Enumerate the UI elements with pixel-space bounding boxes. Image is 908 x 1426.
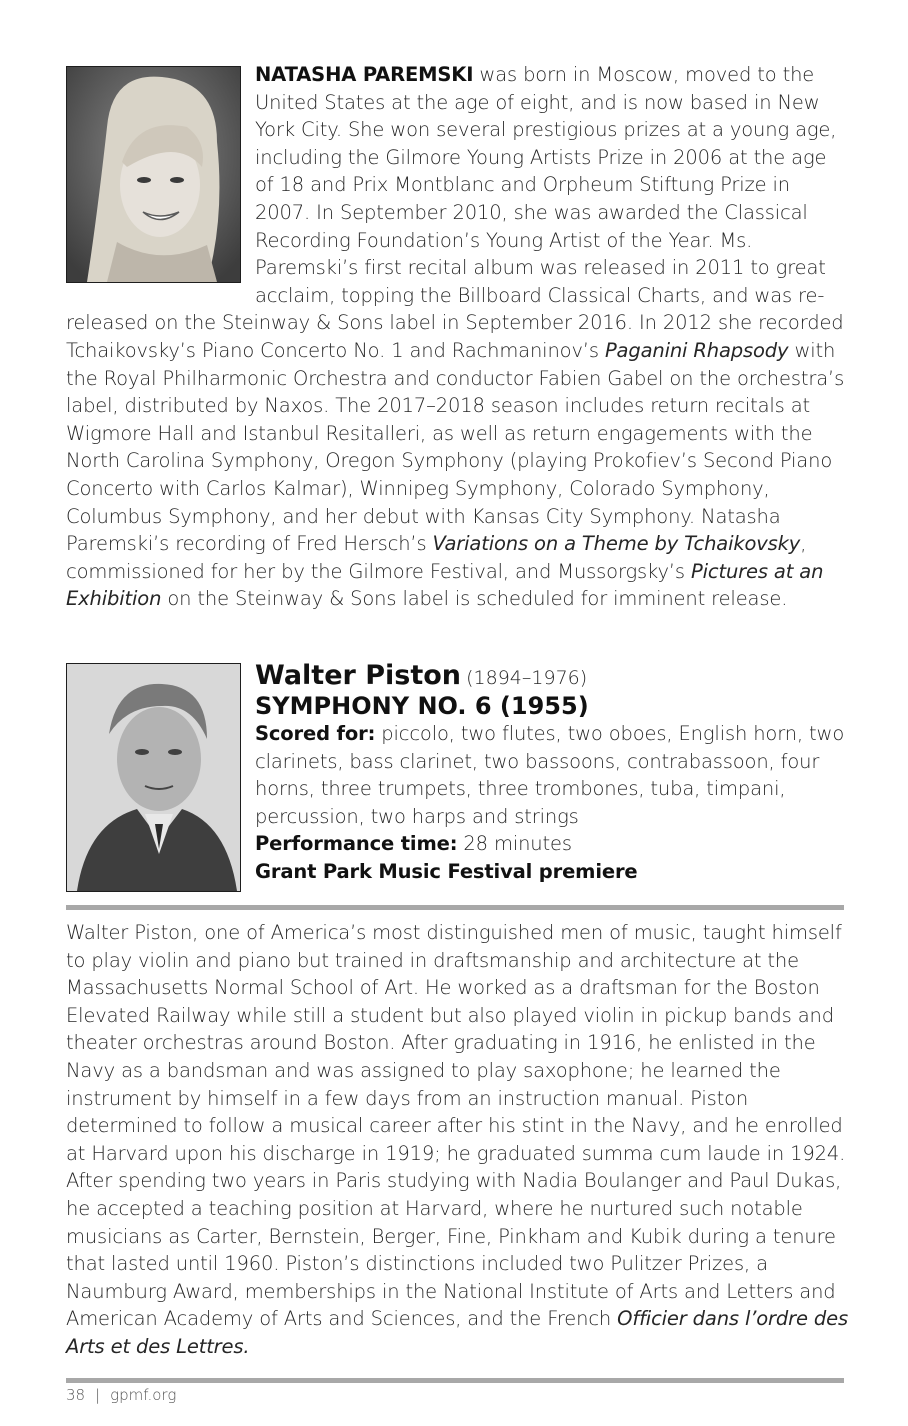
artist-name: NATASHA PAREMSKI <box>255 63 474 86</box>
scoring-label: Scored for: <box>255 722 376 745</box>
artist-bio-text-1: was born in Moscow, moved to the United States at the age of eight, and is now based in New York City. She won several prestigious prizes at a young age, including the Gilmore Young Artists Prize in 2006 at the age of 18 and Prix Montblanc and Orpheum Stiftung Prize in 2007. In September 2010, she was awarded the Classical Recording Foundation’s Young Artist of the Year. Ms. Paremski’s first recital album was released in 2011 to great acclaim, topping the Billboard Classical Charts, and was re-released on the Steinway & Sons label in September 2016. In 2012 she recorded Tchaikovsky’s Piano Concerto No. 1 and Rachmaninov’s <box>66 63 844 362</box>
artist-bio <box>66 61 848 613</box>
artist-bio-italic-2: Variations on a Theme by Tchaikovsky <box>432 532 801 556</box>
footer <box>66 1386 176 1404</box>
composer-line <box>255 660 855 692</box>
composer-name: Walter Piston <box>255 660 462 691</box>
footer-separator: | <box>95 1386 101 1404</box>
page-number: 38 <box>66 1386 86 1404</box>
artist-bio-italic-1: Paganini Rhapsody <box>604 338 789 362</box>
section-divider <box>66 905 844 910</box>
performance-time-value: 28 minutes <box>457 832 572 856</box>
artist-bio-text-3: , commissioned for her by the Gilmore Festival, and Mussorgsky’s <box>66 532 807 583</box>
photo-spacer <box>66 61 255 293</box>
walter-piston-photo <box>66 663 241 892</box>
premiere-note: Grant Park Music Festival premiere <box>255 859 638 883</box>
composer-bio-italic: Officier dans l’ordre des Arts et des Lettres. <box>66 1307 849 1358</box>
performance-time <box>255 830 855 858</box>
artist-bio-text-4: on the Steinway & Sons label is scheduled for imminent release. <box>161 587 788 611</box>
scoring <box>255 720 855 830</box>
performance-time-label: Performance time: <box>255 832 458 856</box>
footer-divider <box>66 1378 844 1383</box>
composer-bio-text: Walter Piston, one of America’s most distinguished men of music, taught himself to play violin and piano but trained in draftsmanship and architecture at the Massachusetts Normal School of Art. He worked as a draftsman for the Boston Elevated Railway while still a student but also played violin in pickup bands and theater orchestras around Boston. After graduating in 1916, he enlisted in the Navy as a bandsman and was assigned to play saxophone; he learned the instrument by himself in a few days from an instruction manual. Piston determined to follow a musical career after his stint in the Navy, and he enrolled at Harvard upon his discharge in 1919; he graduated summa cum laude in 1924. After spending two years in Paris studying with Nadia Boulanger and Paul Dukas, he accepted a teaching position at Harvard, where he nurtured such notable musicians as Carter, Bernstein, Berger, Fine, Pinkham and Kubik during a tenure that lasted until 1960. Piston’s distinctions included two Pulitzer Prizes, a Naumburg Award, memberships in the National Institute of Arts and Letters and American Academy of Arts and Sciences, and the French <box>66 921 846 1331</box>
work-info <box>255 660 855 886</box>
artist-bio-text-2: with the Royal Philharmonic Orchestra and conductor Fabien Gabel on the orchestra’s label, distributed by Naxos. The 2017–2018 season includes return recitals at Wigmore Hall and Istanbul Resitalleri, as well as return engagements with the North Carolina Symphony, Oregon Symphony (playing Prokofiev’s Second Piano Concerto with Carlos Kalmar), Winnipeg Symphony, Colorado Symphony, Columbus Symphony, and her debut with Kansas City Symphony. Natasha Paremski’s recording of Fred Hersch’s <box>66 338 845 556</box>
composer-dates: (1894–1976) <box>466 667 588 689</box>
composer-bio <box>66 919 848 1361</box>
artist-bio-italic-3: Pictures at an Exhibition <box>66 559 824 611</box>
scoring-text: piccolo, two flutes, two oboes, English horn, two clarinets, bass clarinet, two bassoons, contrabassoon, four horns, three trumpets, three trombones, tuba, timpani, percussion, two harps and strings <box>255 722 845 828</box>
work-title: SYMPHONY NO. 6 (1955) <box>255 692 589 720</box>
site-url: gpmf.org <box>110 1386 177 1404</box>
